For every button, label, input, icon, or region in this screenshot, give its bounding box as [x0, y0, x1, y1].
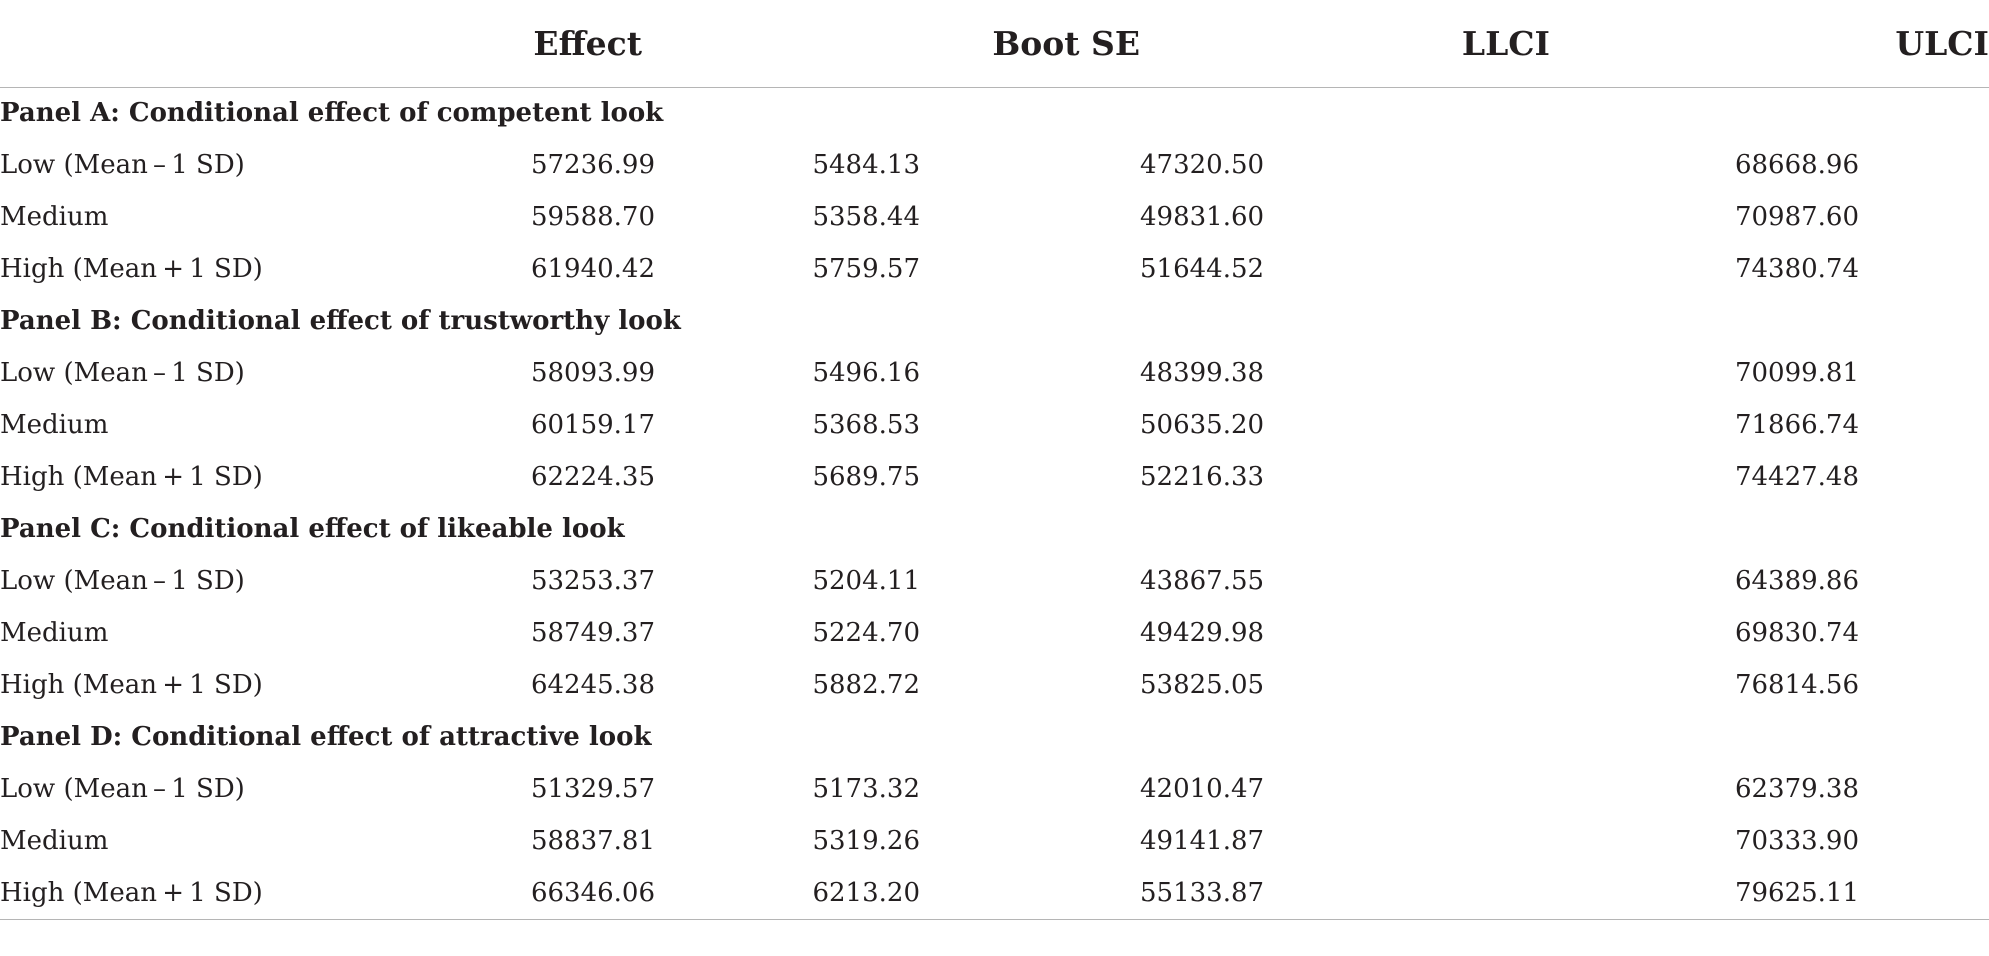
- header-boot-se: Boot SE: [992, 23, 1140, 63]
- table-row: [0, 659, 1989, 711]
- table-header: [0, 0, 1989, 87]
- table-row: [0, 555, 1989, 607]
- row-label: Medium: [0, 826, 109, 856]
- cell-ulci: 79625.11: [1734, 877, 1859, 908]
- header-llci: LLCI: [1461, 23, 1550, 63]
- cell-llci: 48399.38: [1140, 358, 1265, 388]
- panel-header-row: [0, 711, 1989, 763]
- cell-ulci: 62379.38: [1734, 774, 1859, 804]
- row-label: High (Mean + 1 SD): [0, 254, 263, 284]
- cell-ulci: 74427.48: [1734, 462, 1859, 492]
- panel-title: Panel C: Conditional effect of likeable look: [0, 514, 625, 544]
- cell-llci: 52216.33: [1140, 462, 1265, 492]
- row-label: Medium: [0, 618, 109, 648]
- panel-title: Panel B: Conditional effect of trustworthy look: [0, 306, 681, 336]
- cell-effect: 62224.35: [530, 462, 655, 492]
- table-row: [0, 451, 1989, 503]
- panel-title: Panel D: Conditional effect of attractive look: [0, 722, 652, 752]
- cell-llci: 42010.47: [1140, 774, 1265, 804]
- row-label: Low (Mean – 1 SD): [0, 358, 245, 388]
- cell-boot-se: 6213.20: [812, 877, 920, 908]
- cell-ulci: 68668.96: [1734, 150, 1859, 180]
- row-label: Medium: [0, 202, 109, 232]
- cell-effect: 66346.06: [530, 877, 655, 908]
- cell-llci: 49429.98: [1140, 618, 1265, 648]
- cell-ulci: 71866.74: [1734, 410, 1859, 440]
- cell-llci: 49141.87: [1140, 826, 1265, 856]
- cell-effect: 53253.37: [530, 566, 655, 596]
- cell-ulci: 70987.60: [1734, 202, 1859, 232]
- header-row: [0, 0, 1989, 87]
- cell-llci: 50635.20: [1140, 410, 1265, 440]
- header-ulci: ULCI: [1895, 23, 1989, 63]
- cell-ulci: 69830.74: [1734, 618, 1859, 648]
- row-label: Low (Mean – 1 SD): [0, 150, 245, 180]
- cell-effect: 58749.37: [530, 618, 655, 648]
- cell-llci: 51644.52: [1140, 254, 1265, 284]
- cell-boot-se: 5319.26: [812, 826, 920, 856]
- row-label: High (Mean + 1 SD): [0, 877, 263, 908]
- cell-effect: 59588.70: [530, 202, 655, 232]
- row-label: Medium: [0, 410, 109, 440]
- panel-header-row: [0, 295, 1989, 347]
- cell-boot-se: 5882.72: [812, 670, 920, 700]
- cell-boot-se: 5224.70: [812, 618, 920, 648]
- cell-effect: 58837.81: [530, 826, 655, 856]
- cell-boot-se: 5759.57: [812, 254, 920, 284]
- cell-boot-se: 5484.13: [812, 150, 920, 180]
- table-row: [0, 191, 1989, 243]
- cell-ulci: 64389.86: [1734, 566, 1859, 596]
- cell-boot-se: 5204.11: [812, 566, 920, 596]
- table-row: [0, 867, 1989, 919]
- row-label: Low (Mean – 1 SD): [0, 774, 245, 804]
- cell-effect: 60159.17: [530, 410, 655, 440]
- row-label: High (Mean + 1 SD): [0, 670, 263, 700]
- panel-title: Panel A: Conditional effect of competent look: [0, 98, 664, 129]
- cell-boot-se: 5689.75: [812, 462, 920, 492]
- header-effect: Effect: [533, 23, 642, 63]
- table-row: [0, 243, 1989, 295]
- table-row: [0, 763, 1989, 815]
- panel-header-row: [0, 87, 1989, 139]
- table-row: [0, 399, 1989, 451]
- cell-boot-se: 5358.44: [812, 202, 920, 232]
- cell-llci: 53825.05: [1140, 670, 1265, 700]
- cell-ulci: 74380.74: [1734, 254, 1859, 284]
- cell-boot-se: 5368.53: [812, 410, 920, 440]
- cell-boot-se: 5496.16: [812, 358, 920, 388]
- cell-effect: 51329.57: [530, 774, 655, 804]
- cell-ulci: 70099.81: [1734, 358, 1859, 388]
- cell-ulci: 70333.90: [1734, 826, 1859, 856]
- table-row: [0, 347, 1989, 399]
- cell-ulci: 76814.56: [1734, 670, 1859, 700]
- cell-llci: 55133.87: [1140, 877, 1265, 908]
- row-label: High (Mean + 1 SD): [0, 462, 263, 492]
- cell-effect: 57236.99: [530, 150, 655, 180]
- cell-llci: 49831.60: [1140, 202, 1265, 232]
- cell-effect: 64245.38: [530, 670, 655, 700]
- cell-effect: 61940.42: [530, 254, 655, 284]
- row-label: Low (Mean – 1 SD): [0, 566, 245, 596]
- table-row: [0, 607, 1989, 659]
- cell-effect: 58093.99: [530, 358, 655, 388]
- cell-llci: 47320.50: [1140, 150, 1265, 180]
- cell-llci: 43867.55: [1140, 566, 1265, 596]
- table-row: [0, 139, 1989, 191]
- table-row: [0, 815, 1989, 867]
- panel-header-row: [0, 503, 1989, 555]
- cell-boot-se: 5173.32: [812, 774, 920, 804]
- header-label: [0, 0, 480, 87]
- table-body: [0, 87, 1989, 919]
